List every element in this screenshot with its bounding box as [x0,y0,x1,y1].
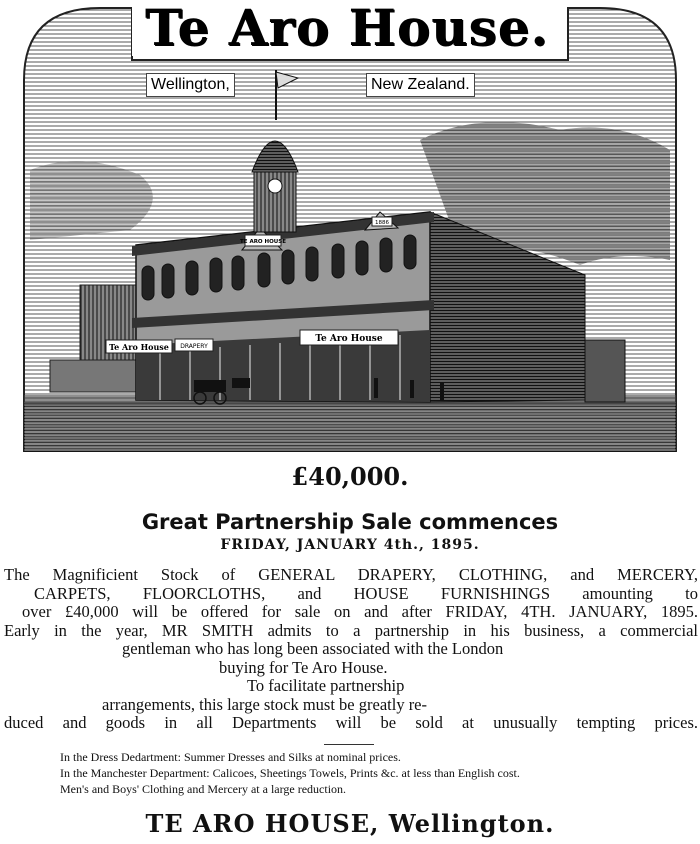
sale-headline: Great Partnership Sale commences [141,510,559,534]
body-line: duced and goods in all Departments will be sold at unusually tempting prices. [4,713,698,732]
year-plaque: 1886 [375,220,389,226]
body-line: buying for Te Aro House. [219,657,388,677]
sale-date: FRIDAY, JANUARY 4th., 1895. [220,537,480,553]
body-line: CARPETS, FLOORCLOTHS, and HOUSE FURNISHINGS amounting to [34,583,698,603]
department-item: In the Dress Dedartment: Summer Dresses and Silks at nominal prices. [60,750,401,764]
main-sign: Te Aro House [315,334,383,344]
location-city-label: Wellington, [146,73,235,97]
section-divider [324,744,374,745]
left-sign: Te Aro House [109,342,169,352]
body-line: Early in the year, MR SMITH admits to a partnership in his business, a commercial [4,620,698,640]
department-item: Men's and Boys' Clothing and Mercery at a large reduction. [60,782,347,796]
building-engraving [20,0,680,452]
footer-store-name: TE ARO HOUSE, Wellington. [145,809,555,838]
parapet-sign: TE ARO HOUSE [240,239,286,245]
department-list [60,749,690,797]
body-line: gentleman who has long been associated with the London [122,639,504,658]
department-item: In the Manchester Department: Calicoes, Sheetings Towels, Prints &c. at less than English cost. [60,766,520,780]
main-title: Te Aro House. [132,0,562,56]
announcement-body [4,566,698,733]
sale-amount: £40,000. [291,462,409,491]
body-line: To facilitate partnership [247,676,405,695]
location-country-label: New Zealand. [366,73,475,97]
body-line: The Magnificient Stock of GENERAL DRAPERY, CLOTHING, and MERCERY, [4,565,698,584]
body-line: over £40,000 will be offered for sale on and after FRIDAY, 4TH. JANUARY, 1895. [22,602,698,621]
body-line: arrangements, this large stock must be greatly re- [102,694,428,714]
drapery-sign: DRAPERY [180,343,208,350]
